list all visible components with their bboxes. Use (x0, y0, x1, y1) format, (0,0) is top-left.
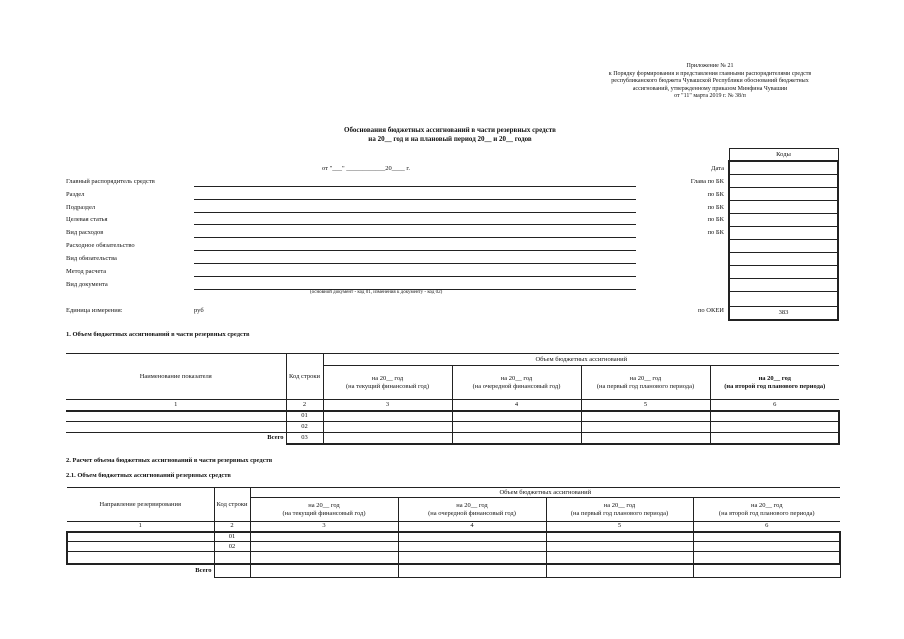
col-number: 6 (710, 400, 839, 411)
document-title (250, 126, 650, 144)
table-row (66, 411, 839, 422)
row-code: 01 (286, 411, 323, 422)
row-value[interactable] (452, 422, 581, 433)
field-line[interactable] (194, 224, 636, 225)
row-name[interactable] (67, 532, 214, 542)
year-header (693, 498, 840, 522)
field-line[interactable] (194, 237, 636, 238)
title-line-2: на 20__ год и на плановый период 20__ и 20__ годов (368, 135, 532, 143)
year-header-l2: (на текущий финансовый год) (282, 509, 366, 517)
appendix-line: ассигнований, утвержденному приказом Минфина Чувашии (632, 85, 788, 92)
code-cell[interactable] (729, 266, 838, 279)
title-line-1: Обоснования бюджетных ассигнований в части резервных средств (344, 126, 556, 134)
code-cell[interactable] (729, 240, 838, 253)
row-value[interactable] (452, 411, 581, 422)
appendix-line: Приложение № 21 (686, 63, 734, 69)
row-value[interactable] (581, 422, 710, 433)
row-value[interactable] (323, 411, 452, 422)
code-cell[interactable] (729, 292, 838, 307)
field-right-label: по БК (707, 204, 724, 211)
table-row-total (67, 564, 840, 578)
row-value[interactable] (546, 532, 693, 542)
field-label-expense-obligation: Расходное обязательство (66, 242, 135, 249)
col-header-code-text: Код строки (289, 372, 320, 380)
year-header-l1: на 20__ год (371, 374, 404, 382)
year-header-l1: на 20__ год (629, 374, 662, 382)
year-header-l2: (на второй год планового периода) (718, 509, 815, 517)
field-label-subsection: Подраздел (66, 204, 96, 211)
col-number: 3 (250, 522, 398, 532)
year-header-l1: на 20__ год (758, 374, 791, 382)
col-header-code-text: Код строки (216, 500, 248, 508)
section2-subtitle: 2.1. Объем бюджетных ассигнований резервных средств (66, 472, 231, 479)
col-number: 5 (581, 400, 710, 411)
col-header-name: Наименование показателя (66, 354, 286, 400)
year-header-l1: на 20__ год (603, 501, 636, 509)
table-row (67, 552, 840, 564)
field-line[interactable] (194, 263, 636, 264)
table-row (66, 422, 839, 433)
field-label-section: Раздел (66, 191, 85, 198)
col-number: 2 (286, 400, 323, 411)
row-code (214, 564, 250, 578)
year-header-l2: (на очередной финансовый год) (428, 509, 516, 517)
row-value[interactable] (398, 564, 546, 578)
year-header-l2: (на текущий финансовый год) (345, 382, 430, 390)
year-header-l2: (на первый год планового периода) (570, 509, 669, 517)
field-label-expense-type: Вид расходов (66, 229, 104, 236)
row-value[interactable] (250, 552, 398, 564)
row-name[interactable] (66, 411, 286, 422)
col-number: 2 (214, 522, 250, 532)
section2-title: 2. Расчет объема бюджетных ассигнований в части резервных средств (66, 457, 273, 464)
col-number: 3 (323, 400, 452, 411)
table-row (67, 532, 840, 542)
appendix-line: от "11" марта 2019 г. № 38/п (674, 93, 746, 99)
row-value[interactable] (452, 433, 581, 444)
year-header-l1: на 20__ год (751, 501, 783, 509)
doc-type-note: (основной документ - код 01, изменения к документу - код 02) (310, 290, 443, 295)
col-header-name: Направление резервирования (67, 488, 214, 522)
row-code: 01 (214, 532, 250, 542)
row-name: Всего (66, 433, 286, 444)
row-name[interactable] (67, 542, 214, 552)
row-value[interactable] (693, 542, 840, 552)
row-value[interactable] (323, 433, 452, 444)
row-value[interactable] (398, 542, 546, 552)
field-right-label: по БК (707, 216, 724, 223)
row-value[interactable] (546, 564, 693, 578)
col-header-code (214, 488, 250, 522)
row-value[interactable] (581, 411, 710, 422)
unit-label: Единица измерения: (66, 307, 123, 314)
code-cell[interactable] (729, 227, 838, 240)
group-header: Объем бюджетных ассигнований (323, 354, 839, 366)
row-value[interactable] (710, 433, 839, 444)
field-label-doc-type: Вид документа (66, 281, 108, 288)
year-header-l1: на 20__ год (500, 374, 533, 382)
row-value[interactable] (250, 542, 398, 552)
field-right-label: Глава по БК (690, 178, 724, 185)
row-value[interactable] (581, 433, 710, 444)
year-header-l1: на 20__ год (456, 501, 488, 509)
col-number: 4 (452, 400, 581, 411)
section1-title: 1. Объем бюджетных ассигнований в части резервных средств (66, 331, 250, 338)
appendix-line: к Порядку формирования и представления главными распорядителями средств (608, 70, 812, 77)
field-line[interactable] (194, 250, 636, 251)
field-line[interactable] (194, 186, 636, 187)
field-right-label: по БК (707, 229, 724, 236)
year-header (452, 366, 581, 400)
year-header-l2: (на очередной финансовый год) (472, 382, 561, 390)
year-header (710, 366, 839, 400)
col-number: 4 (398, 522, 546, 532)
code-cell[interactable] (729, 279, 838, 292)
year-header-l2: (на второй год планового периода) (724, 382, 826, 390)
year-header (398, 498, 546, 522)
col-number: 1 (66, 400, 286, 411)
row-code: 02 (214, 542, 250, 552)
row-value[interactable] (250, 564, 398, 578)
row-value[interactable] (693, 532, 840, 542)
table-row (67, 542, 840, 552)
field-line[interactable] (194, 199, 636, 200)
row-value[interactable] (693, 552, 840, 564)
field-right-label: по БК (707, 191, 724, 198)
row-value[interactable] (546, 552, 693, 564)
codes-table (728, 148, 839, 321)
code-cell[interactable] (729, 175, 838, 188)
appendix-line: республиканского бюджета Чувашской Республики обоснований бюджетных (611, 78, 809, 84)
row-value[interactable] (693, 564, 840, 578)
year-header-l2: (на первый год планового периода) (596, 382, 695, 390)
row-value[interactable] (398, 532, 546, 542)
okei-code-cell[interactable]: 383 (729, 307, 838, 321)
field-label-calc-method: Метод расчета (66, 268, 107, 275)
row-name: Всего (67, 564, 214, 578)
field-line[interactable] (194, 276, 636, 277)
code-cell[interactable] (729, 188, 838, 201)
code-cell[interactable] (729, 161, 838, 175)
field-label-target-article: Целевая статья (66, 216, 108, 223)
year-header (581, 366, 710, 400)
year-header (546, 498, 693, 522)
unit-value: руб (194, 307, 204, 314)
col-header-code (286, 354, 323, 400)
row-value[interactable] (710, 411, 839, 422)
col-number: 1 (67, 522, 214, 532)
year-header (250, 498, 398, 522)
code-cell[interactable] (729, 201, 838, 214)
row-value[interactable] (323, 422, 452, 433)
section2-table (66, 487, 841, 578)
field-label-obligation-type: Вид обязательства (66, 255, 117, 262)
group-header: Объем бюджетных ассигнований (250, 488, 840, 498)
codes-header: Коды (729, 149, 838, 162)
year-header (323, 366, 452, 400)
year-header-l1: на 20__ год (308, 501, 340, 509)
row-name[interactable] (67, 552, 214, 564)
row-name[interactable] (66, 422, 286, 433)
code-cell[interactable] (729, 214, 838, 227)
col-number: 6 (693, 522, 840, 532)
date-label: Дата (711, 165, 724, 172)
okei-label: по ОКЕИ (697, 307, 724, 314)
row-value[interactable] (546, 542, 693, 552)
table-row-total (66, 433, 839, 444)
col-number: 5 (546, 522, 693, 532)
code-cell[interactable] (729, 253, 838, 266)
row-code: 03 (286, 433, 323, 444)
row-code: 02 (286, 422, 323, 433)
row-code (214, 552, 250, 564)
field-label-main-manager: Главный распорядитель средств (66, 178, 155, 185)
appendix-note (570, 63, 850, 101)
row-value[interactable] (398, 552, 546, 564)
row-value[interactable] (710, 422, 839, 433)
field-line[interactable] (194, 212, 636, 213)
section1-table (66, 353, 840, 445)
document-date-line: от "___" ____________20____ г. (322, 165, 410, 172)
row-value[interactable] (250, 532, 398, 542)
